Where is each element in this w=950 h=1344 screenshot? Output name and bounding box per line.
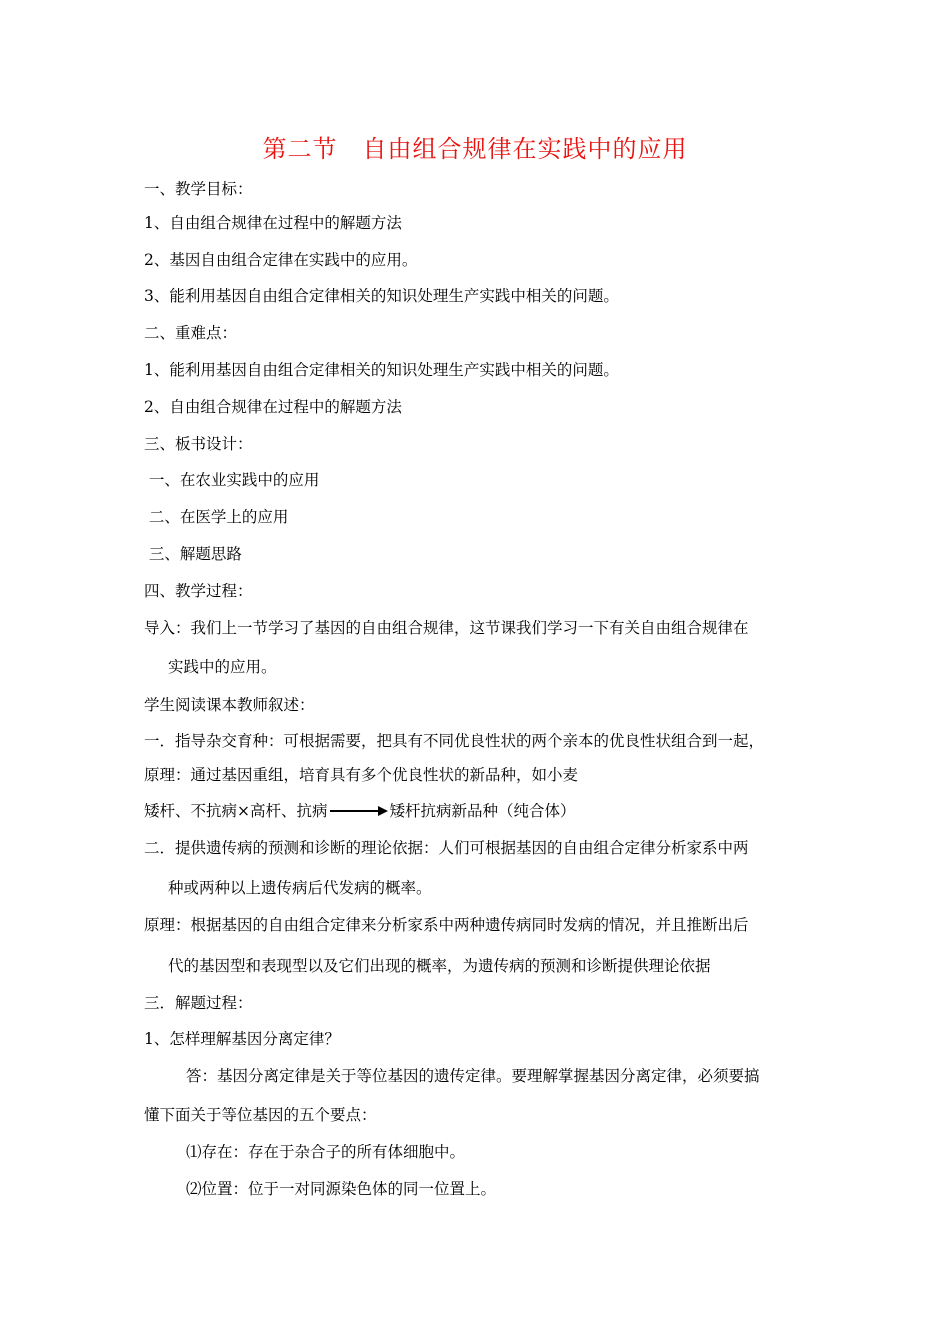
disease-heading-line-1: 二．提供遗传病的预测和诊断的理论依据：人们可根据基因的自由组合定律分析家系中两 [144, 839, 749, 857]
disease-principle-line-1: 原理：根据基因的自由组合定律来分析家系中两种遗传病同时发病的情况，并且推断出后 [144, 916, 749, 934]
board-item-1: 一、在农业实践中的应用 [144, 471, 320, 489]
cross-parents: 矮杆、不抗病×高杆、抗病 [144, 802, 328, 820]
arrow-right-icon [330, 800, 388, 822]
board-item-2: 二、在医学上的应用 [144, 508, 289, 526]
disease-heading-line-2: 种或两种以上遗传病后代发病的概率。 [168, 879, 432, 897]
point-position: ⑵位置：位于一对同源染色体的同一位置上。 [186, 1180, 497, 1198]
section-heading-key-points: 二、重难点： [144, 324, 238, 342]
section-heading-board-design: 三、板书设计： [144, 435, 253, 453]
objective-item-1: 1、自由组合规律在过程中的解题方法 [144, 214, 402, 232]
section-heading-process: 四、教学过程： [144, 582, 253, 600]
objective-item-2: 2、基因自由组合定律在实践中的应用。 [144, 251, 418, 269]
board-item-3: 三、解题思路 [144, 545, 242, 563]
cross-result: 矮杆抗病新品种（纯合体） [389, 802, 576, 820]
answer-line-2: 懂下面关于等位基因的五个要点： [144, 1106, 377, 1124]
solving-heading: 三．解题过程： [144, 994, 253, 1012]
section-heading-objectives: 一、教学目标： [144, 180, 253, 198]
breeding-principle: 原理：通过基因重组，培育具有多个优良性状的新品种，如小麦 [144, 766, 579, 784]
reading-note: 学生阅读课本教师叙述： [144, 696, 315, 714]
objective-item-3: 3、能利用基因自由组合定律相关的知识处理生产实践中相关的问题。 [144, 287, 619, 305]
page-title: 第二节 自由组合规律在实践中的应用 [262, 135, 688, 163]
key-point-item-2: 2、自由组合规律在过程中的解题方法 [144, 398, 402, 416]
intro-paragraph-line-1: 导入：我们上一节学习了基因的自由组合规律，这节课我们学习一下有关自由组合规律在 [144, 619, 749, 637]
breeding-heading: 一．指导杂交育种：可根据需要，把具有不同优良性状的两个亲本的优良性状组合到一起， [144, 732, 765, 750]
answer-line-1: 答：基因分离定律是关于等位基因的遗传定律。要理解掌握基因分离定律，必须要搞 [186, 1067, 760, 1085]
intro-paragraph-line-2: 实践中的应用。 [168, 658, 277, 676]
point-existence: ⑴存在：存在于杂合子的所有体细胞中。 [186, 1143, 466, 1161]
question-1: 1、怎样理解基因分离定律？ [144, 1030, 340, 1048]
disease-principle-line-2: 代的基因型和表现型以及它们出现的概率，为遗传病的预测和诊断提供理论依据 [168, 957, 711, 975]
key-point-item-1: 1、能利用基因自由组合定律相关的知识处理生产实践中相关的问题。 [144, 361, 619, 379]
cross-formula [144, 800, 576, 822]
